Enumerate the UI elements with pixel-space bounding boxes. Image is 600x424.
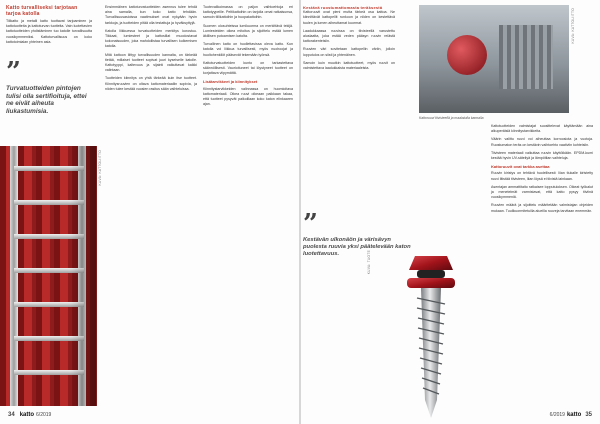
issue-number: 6/2019 — [36, 412, 52, 418]
right-page — [301, 0, 600, 424]
top-photo-credit: KUVA: KATTOLIITTO — [571, 8, 575, 44]
brand-logo: katto — [19, 412, 35, 418]
right-folio — [550, 412, 592, 418]
paragraph: Laadukkaassa ruuvissa on tiivisteellä varustettu aluslaatta, joka estää veden pääsyn ruuvin reiästä kattorakenteisiin. — [303, 28, 395, 44]
paragraph: Ruuvien väri sovitetaan kattopellin väriin, jolloin lopputulos on siisti ja yhtenäinen. — [303, 47, 395, 57]
photo-caption: Kattoruuvi tiivisteellä ja maalatulla kannalla — [419, 116, 484, 120]
left-quote-text: Turvatuotteiden pintojen tulisi olla sertifioituja, ettei ne eivät aiheuta liukastumisia. — [6, 85, 87, 115]
page-number: 34 — [8, 412, 15, 418]
roofing-screw-illustration — [377, 250, 487, 420]
paragraph: Suomen olosuhteissa lumikuorma on merkittävä tekijä. Lumiesteiden oikea mitoitus ja sijoittelu estää lumen äkillisen putoamisen katolta. — [203, 23, 293, 39]
paragraph: Tuotteiden kiinnitys on yhtä tärkeää kuin itse tuotteet. Kiinnitysruuvien on oltava kattomateriaaliin sopivia, ja niiden tulee kestää vuosien rasitus sään vaihteluissa. — [105, 76, 197, 91]
paragraph: Katolla liikkuessa turvatuotteiden merkitys korostuu. Tikkaat, lumiesteet ja kattosillat muodostavat kokonaisuuden, joka mahdollistaa turvallisen kulkemisen katolla. — [105, 28, 197, 49]
left-intro-text: Tilikatto ja metalli katto tuottavat tarjoaminen ja kattotuotteita ja kattoturvan tuotteita. Vain luotettavien kattotuotteiden yhdistäminen tuo katolle turvallisuutta vuosikymmeniksi. Kattoturvallisuus on koko kattotoimialan yhteinen asia. — [6, 19, 92, 44]
page-number: 35 — [585, 412, 592, 418]
right-subhead: Kattoruuvit ovat tarkka asettaa — [491, 164, 550, 170]
product-photo — [419, 5, 569, 113]
paragraph: Kiinnitystarvikkeiden valinnassa on huomioitava kattomateriaali. Oikea ruuvi oikeaan paikkaan takaa, että tuotteet pysyvät paikoillaan koko katon elinkaaren ajan. — [203, 86, 293, 107]
right-quote-text: Kestävän ulkonäön ja värisävyn puolesta ruuvia yksi päätelevään katon luotettavuus. — [303, 237, 411, 257]
paragraph: Ruuvin kiristys on tehtävä huolellisesti: liian tiukalle kiristetty ruuvi litistää tiivisteen, liian löysä ei tiivistä lainkaan. — [491, 171, 593, 181]
brand-logo: katto — [566, 412, 582, 418]
paragraph: Mitä kattoon liittyy turvallisuuden kannalta, on tärkeää tietää, millaiset tuotteet sopivat juuri kyseiselle katolle. Kattotyyppi, kaltevuus ja sijainti vaikuttavat kaikki valintaan. — [105, 52, 197, 73]
right-kicker: Kestävä ruostumattomasta teräksestä — [303, 5, 383, 10]
paragraph: Ensimmäinen kattoturvatuotteiden asennus tulee tehdä aina samalla, kun koko katto tehdään. Turvallisuusasioissa vaatimukset ovat nykyään hyvin tarkkoja, ja tuotteiden pitää olla testattuja ja hyväksyttyjä. — [105, 5, 197, 25]
left-photo-credit: KUVA: KATTOLIITTO — [98, 150, 102, 186]
left-col-3 — [203, 5, 293, 110]
paragraph: Kattoruuvit ovat pieni mutta tärkeä osa kattoa. Ne kiinnittävät kattopellit runkoon ja niiden on kestettävä tuulen ja lumen aiheuttamat kuormat. — [303, 10, 395, 25]
paragraph: Asentajan ammattitaito ratkaisee lopputuloksen. Oikeat työkalut ja menetelmät varmistavat, että katto pysyy tiiviinä vuosikymmeniä. — [491, 184, 593, 200]
paragraph: Väärin valittu ruuvi voi aiheuttaa korroosiota ja vuotoja. Ruostumaton teräs on kestävin vaihtoehto vaativiin kohteisiin. — [491, 137, 593, 147]
paragraph: Ruuvien määrä ja sijoittelu määritetään valmistajan ohjeiden mukaan. Tuulikuormitetuilla alueilla ruuveja tarvitaan enemmän. — [491, 203, 593, 213]
left-pull-quote — [6, 57, 94, 115]
left-folio — [8, 412, 51, 418]
issue-number: 6/2019 — [549, 412, 565, 418]
paragraph: Kattoturvatuotteiden kunto on tarkastettava säännöllisesti. Vaurioituneet tai löystyneet tuotteet on korjattava viipymättä. — [203, 60, 293, 76]
right-col-2 — [491, 124, 593, 217]
left-col-2 — [105, 5, 197, 95]
screw-photo-credit: KUVA: TUOTE — [367, 250, 371, 275]
paragraph: Kattotuotteiden valmistajat suosittelevat käyttämään aina alkuperäisiä kiinnitystarvikkeita. — [491, 124, 593, 134]
left-page — [0, 0, 299, 424]
roof-ladder-photo — [0, 146, 97, 406]
paragraph: Tuotevalikoimassa on paljon vaihtoehtoja eri kattotyypeille. Peltikattoihin on tarjolla omat ratkaisunsa, samoin tiilikattoihin ja huopakattoihin. — [203, 5, 293, 20]
paragraph: Samoin kuin muutkin kattotuotteet, myös ruuvit on valmistettava laadukkaista materiaaleista. — [303, 60, 395, 71]
quote-mark-icon: ” — [303, 209, 318, 239]
paragraph: Turvallinen katto on huollettavissa oleva katto. Kun katolla voi liikkua turvallisesti, myös nuohoojat ja huoltohenkilöt pääsevät tekemään työnsä. — [203, 42, 293, 57]
left-subhead: Lisätarvikkeet ja kiinnitykset — [203, 79, 258, 85]
left-intro — [6, 5, 92, 45]
quote-mark-icon: ” — [6, 57, 21, 87]
paragraph: Tiivisteen materiaali vaikuttaa ruuvin käyttöikään. EPDM-kumi kestää hyvin UV-säteilyä ja lämpötilan vaihteluja. — [491, 150, 593, 161]
right-col-1 — [303, 5, 395, 74]
left-kicker: Katto turvalliseksi tarjotaan tarjoa katolla — [6, 5, 78, 17]
